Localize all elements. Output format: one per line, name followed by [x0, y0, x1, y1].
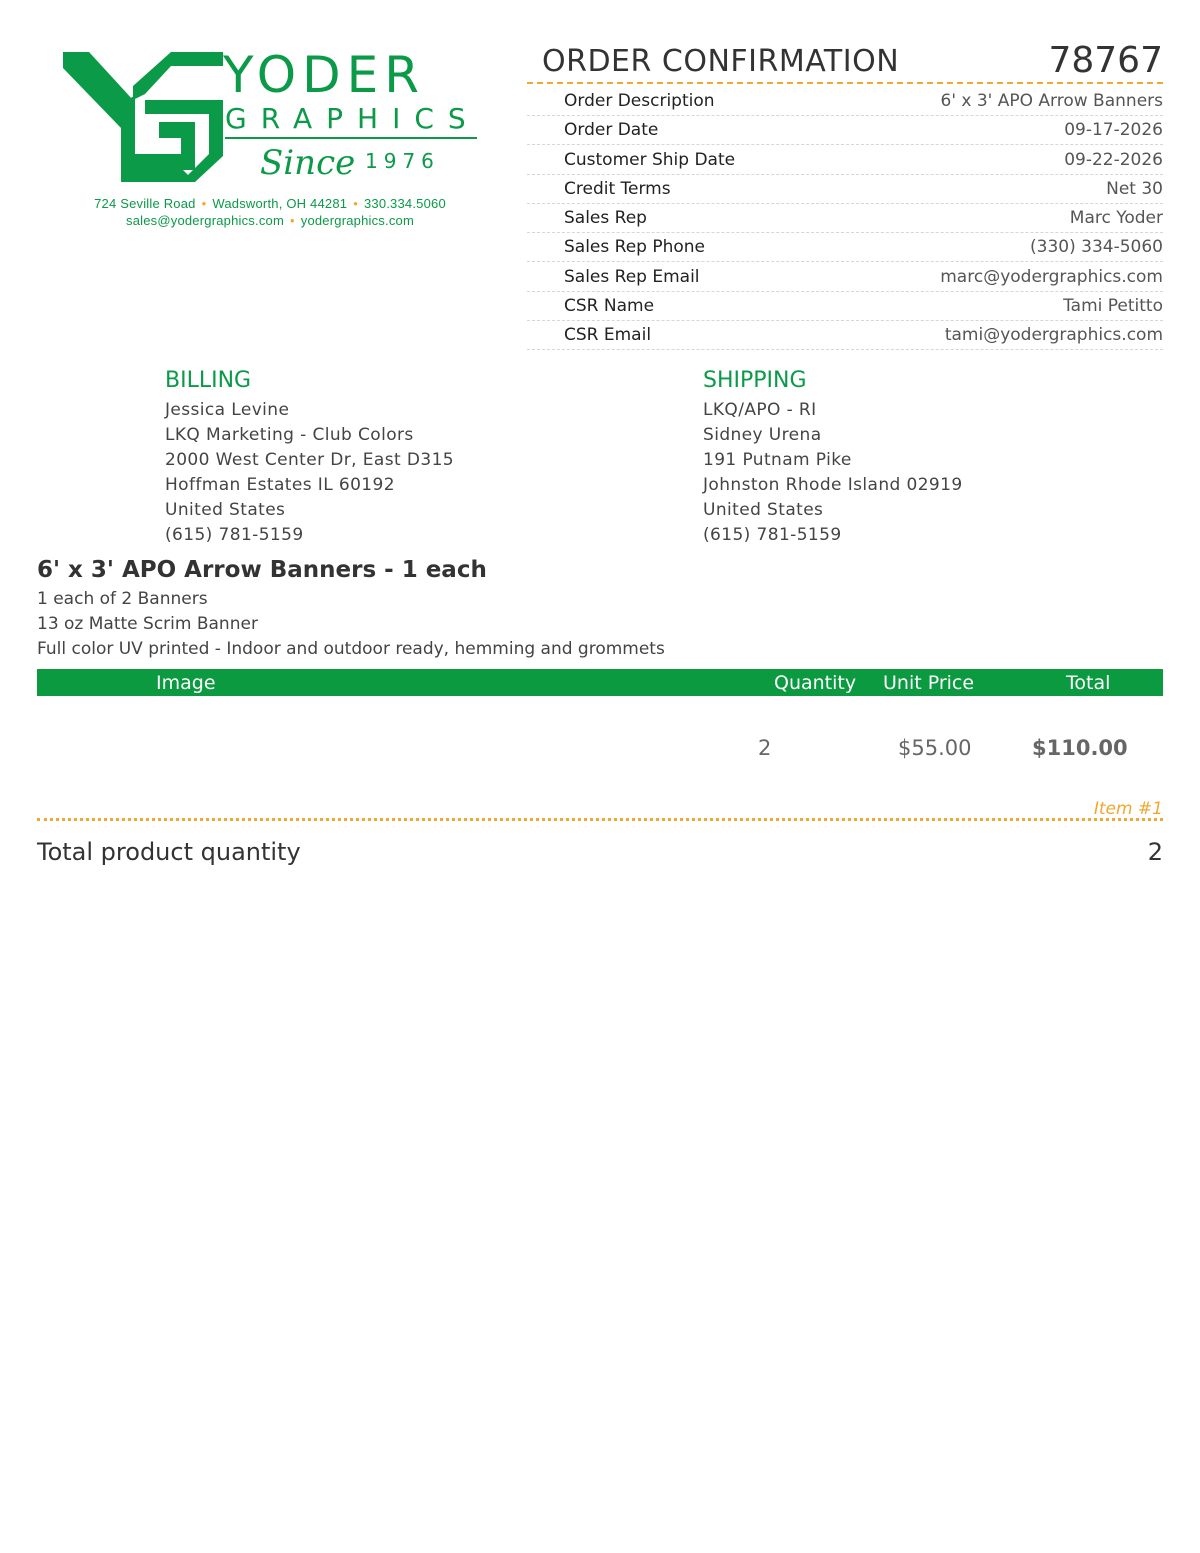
billing-heading: BILLING: [165, 368, 252, 393]
since-script: Since: [260, 143, 356, 183]
document-title: ORDER CONFIRMATION: [542, 44, 900, 79]
info-label: Order Description: [564, 91, 715, 111]
table-header: [37, 669, 1163, 696]
info-value: 6' x 3' APO Arrow Banners: [940, 91, 1163, 111]
company-city: Wadsworth, OH 44281: [212, 196, 348, 211]
info-label: Credit Terms: [564, 179, 671, 199]
total-quantity-label: Total product quantity: [37, 838, 301, 866]
billing-line: 2000 West Center Dr, East D315: [165, 450, 454, 470]
billing-address: [165, 398, 454, 548]
info-value: Net 30: [1106, 179, 1163, 199]
product-detail: 13 oz Matte Scrim Banner: [37, 614, 258, 634]
column-header-quantity: Quantity: [774, 672, 857, 694]
info-label: CSR Email: [564, 325, 652, 345]
shipping-line: 191 Putnam Pike: [703, 450, 852, 470]
product-title: 6' x 3' APO Arrow Banners - 1 each: [37, 557, 487, 583]
info-row-sales-rep: [527, 203, 1163, 233]
info-value[interactable]: tami@yodergraphics.com: [944, 325, 1163, 345]
info-label: Order Date: [564, 120, 659, 140]
info-row-sales-rep-phone: [527, 232, 1163, 262]
order-number: 78767: [1048, 40, 1163, 81]
info-row-csr-email: [527, 320, 1163, 350]
info-value: (330) 334-5060: [1030, 237, 1163, 257]
billing-line: LKQ Marketing - Club Colors: [165, 425, 414, 445]
info-label: CSR Name: [564, 296, 655, 316]
yg-monogram-icon: [63, 52, 223, 182]
column-header-unit-price: Unit Price: [883, 672, 975, 694]
company-website[interactable]: yodergraphics.com: [300, 213, 414, 228]
info-label: Sales Rep Email: [564, 267, 700, 287]
info-value: 09-22-2026: [1064, 150, 1163, 170]
total-quantity-value: 2: [1147, 838, 1163, 866]
since-year: 1976: [365, 149, 440, 173]
company-logo: [55, 42, 485, 192]
row-unit-price: $55.00: [898, 736, 972, 760]
shipping-heading: SHIPPING: [703, 368, 807, 393]
header-divider: [527, 82, 1163, 84]
shipping-line: (615) 781-5159: [703, 525, 842, 545]
info-label: Customer Ship Date: [564, 150, 736, 170]
item-number-label: Item #1: [1093, 799, 1163, 819]
info-value: Marc Yoder: [1069, 208, 1163, 228]
item-divider: [37, 818, 1163, 821]
brand-name-graphics: GRAPHICS: [225, 102, 480, 135]
shipping-address: [703, 398, 963, 548]
shipping-line: United States: [703, 500, 824, 520]
company-street: 724 Seville Road: [94, 196, 196, 211]
info-label: Sales Rep: [564, 208, 647, 228]
row-total: $110.00: [1032, 736, 1128, 760]
column-header-image: Image: [156, 672, 216, 694]
company-address-line: [60, 196, 480, 211]
billing-line: United States: [165, 500, 286, 520]
bullet-separator: •: [201, 196, 207, 211]
brand-name-yoder: YODER: [223, 46, 425, 104]
billing-line: (615) 781-5159: [165, 525, 304, 545]
billing-line: Jessica Levine: [165, 400, 290, 420]
info-value: 09-17-2026: [1064, 120, 1163, 140]
info-row-csr-name: [527, 291, 1163, 321]
info-row-credit-terms: [527, 174, 1163, 204]
info-row-sales-rep-email: [527, 262, 1163, 292]
company-email[interactable]: sales@yodergraphics.com: [126, 213, 284, 228]
info-row-order-description: [527, 86, 1163, 116]
product-detail: Full color UV printed - Indoor and outdoor ready, hemming and grommets: [37, 639, 665, 659]
info-row-customer-ship-date: [527, 145, 1163, 175]
column-header-total: Total: [1066, 672, 1111, 694]
bullet-separator: •: [289, 213, 295, 228]
shipping-line: LKQ/APO - RI: [703, 400, 817, 420]
shipping-line: Johnston Rhode Island 02919: [703, 475, 963, 495]
info-label: Sales Rep Phone: [564, 237, 706, 257]
row-quantity: 2: [758, 736, 772, 760]
info-row-order-date: [527, 115, 1163, 145]
shipping-line: Sidney Urena: [703, 425, 822, 445]
info-value[interactable]: marc@yodergraphics.com: [940, 267, 1163, 287]
info-value: Tami Petitto: [1063, 296, 1163, 316]
company-contact-line: [60, 213, 480, 228]
product-detail: 1 each of 2 Banners: [37, 589, 208, 609]
company-phone: 330.334.5060: [363, 196, 446, 211]
billing-line: Hoffman Estates IL 60192: [165, 475, 395, 495]
bullet-separator: •: [353, 196, 358, 211]
